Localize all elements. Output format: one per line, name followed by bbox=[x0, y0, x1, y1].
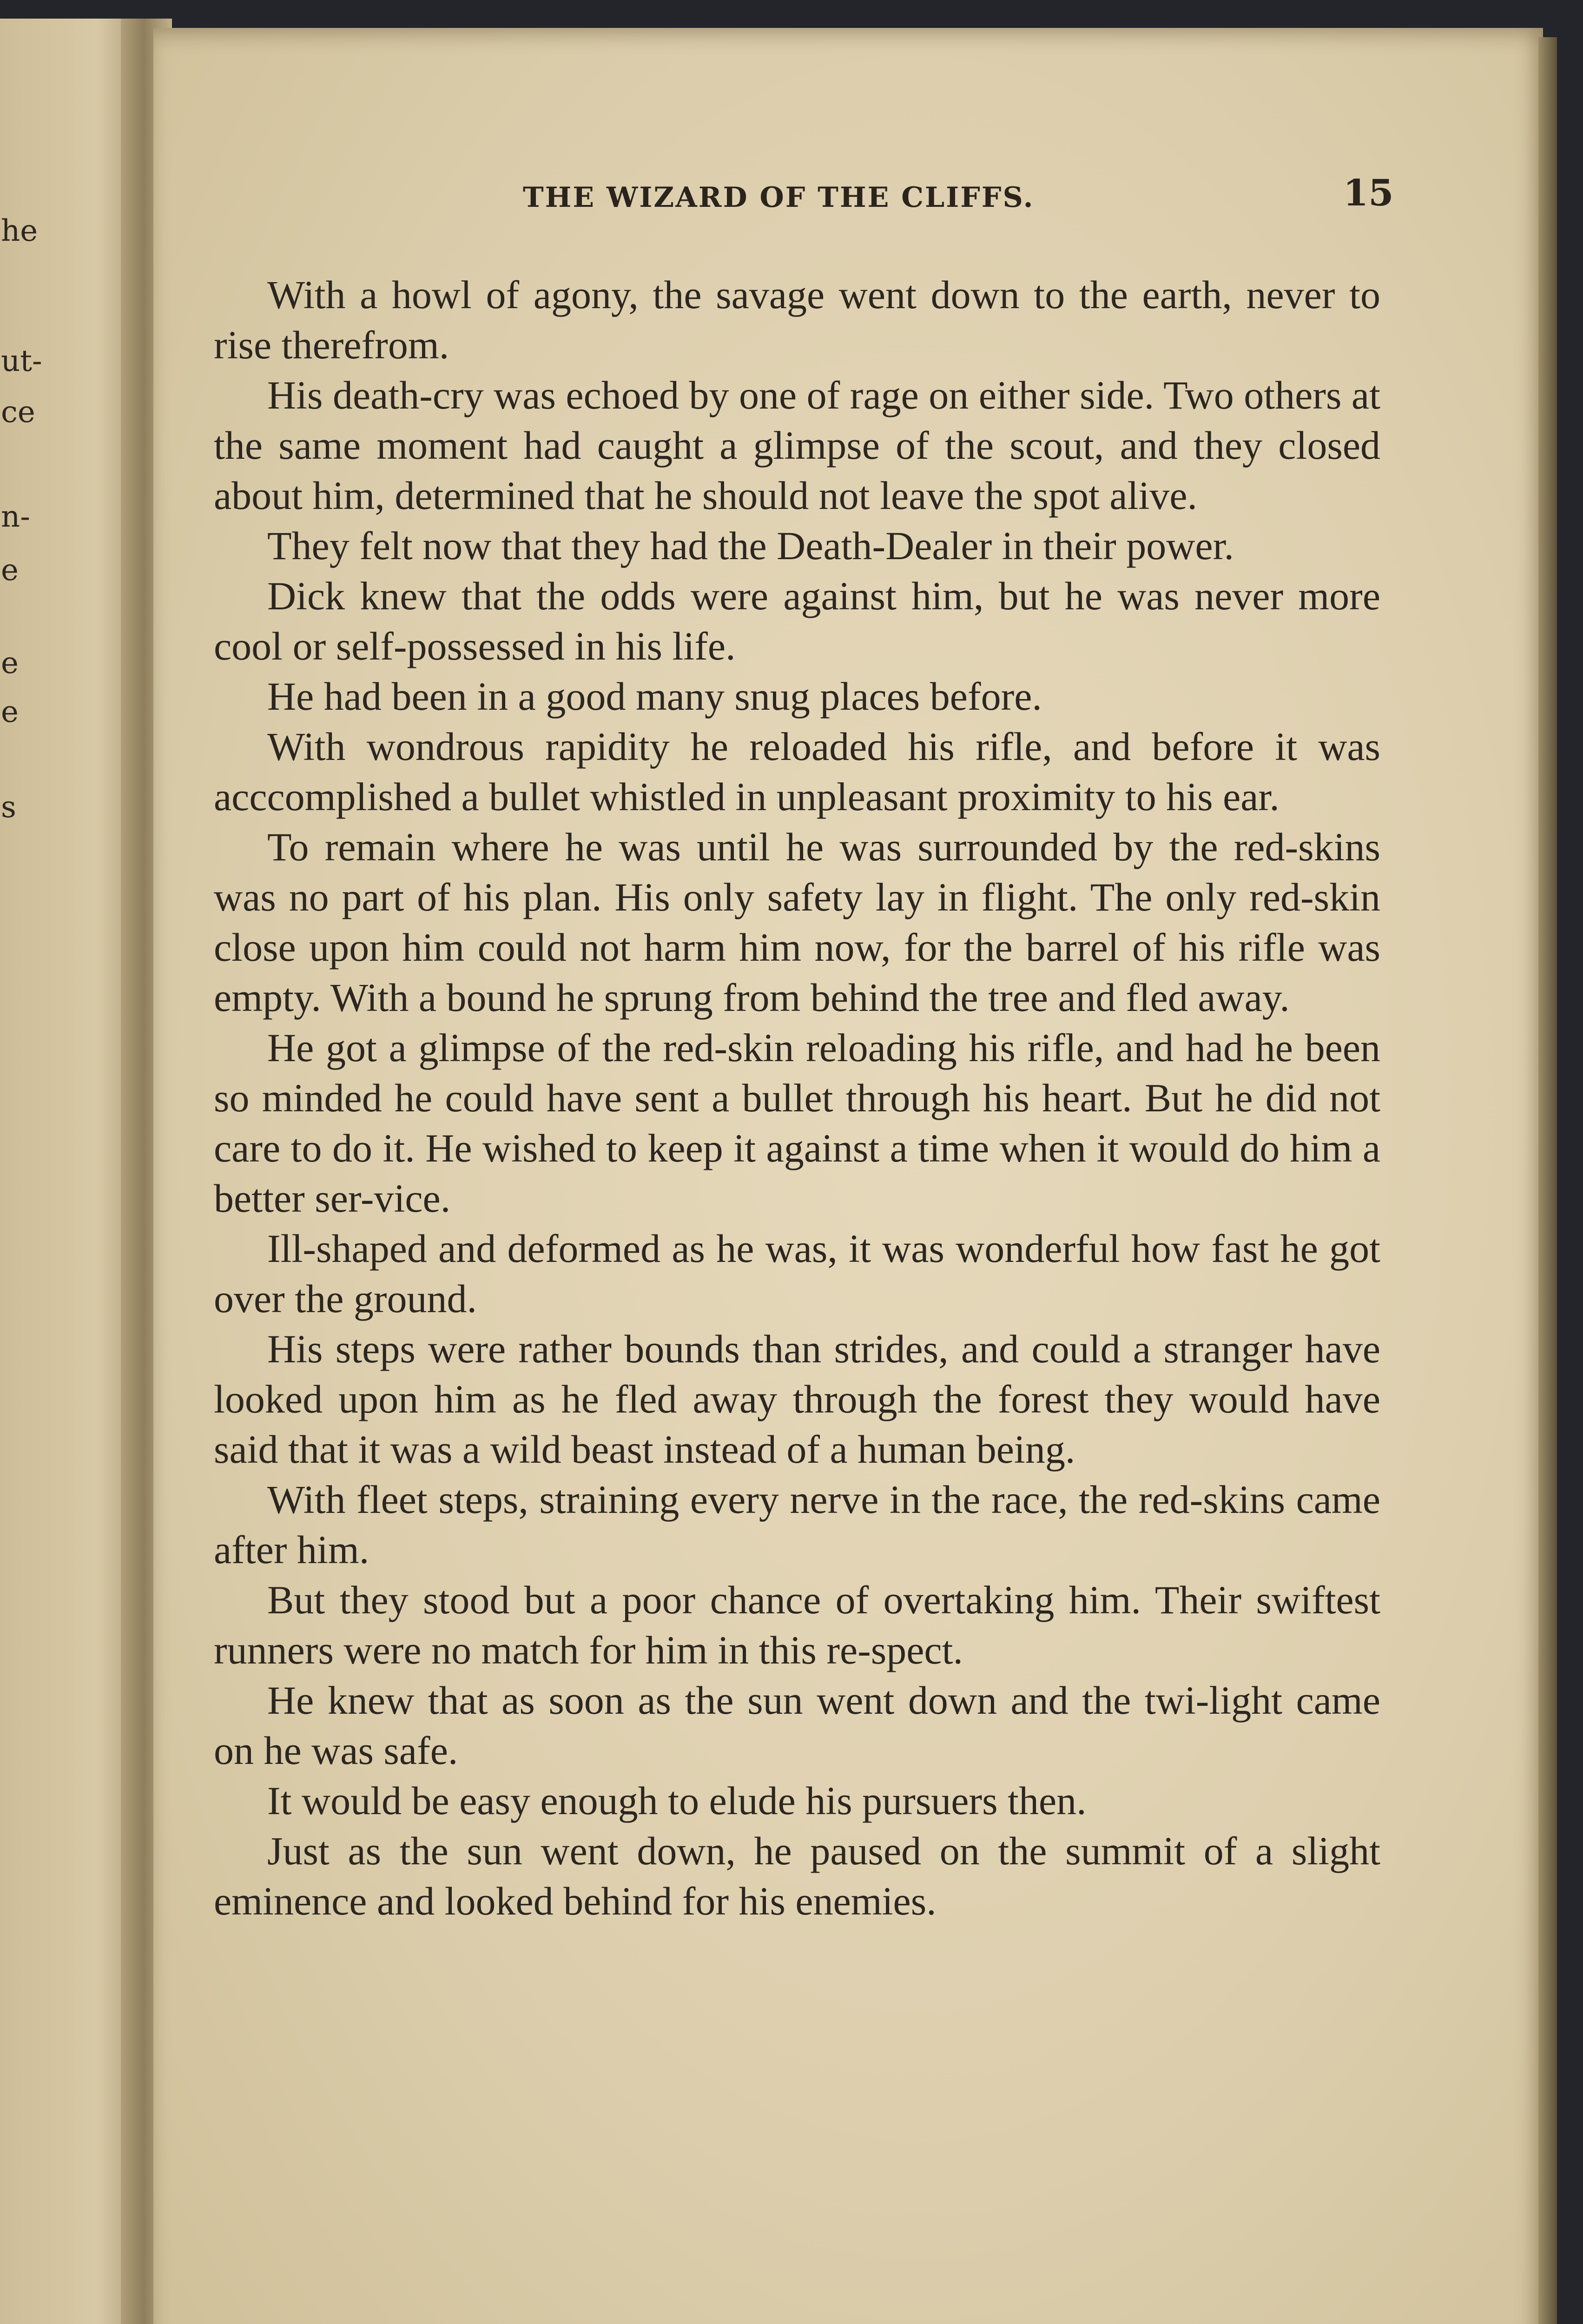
paragraph: He knew that as soon as the sun went down and the twi-light came on he was safe. bbox=[214, 1678, 1380, 1773]
paragraph: With wondrous rapidity he reloaded his rifle, and before it was acccomplished a bullet whistled in unpleasant proximity to his ear. bbox=[214, 724, 1380, 819]
left-page-fragment: e bbox=[1, 553, 19, 588]
left-page-fragment: e bbox=[1, 646, 19, 680]
left-page-fragment: ce bbox=[1, 395, 35, 429]
paragraph: He had been in a good many snug places before. bbox=[267, 674, 1042, 719]
paragraph: With fleet steps, straining every nerve in the race, the red-skins came after him. bbox=[214, 1477, 1380, 1572]
paragraph: With a howl of agony, the savage went down to the earth, never to rise therefrom. bbox=[214, 272, 1380, 367]
left-page-fragment: ut- bbox=[1, 344, 42, 378]
paragraph: They felt now that they had the Death-Dealer in their power. bbox=[267, 523, 1234, 568]
paragraph: He got a glimpse of the red-skin reloading his rifle, and had he been so minded he could have sent a bullet through his heart. But he did not care to do it. He wished to keep it against a time when it would do him a better ser-vice. bbox=[214, 1025, 1380, 1221]
paragraph: Ill-shaped and deformed as he was, it was wonderful how fast he got over the ground. bbox=[214, 1226, 1380, 1321]
left-page-fragment: e bbox=[1, 695, 19, 729]
left-page-fragment: n- bbox=[1, 500, 30, 534]
page-number: 15 bbox=[1343, 172, 1394, 214]
paragraph: Dick knew that the odds were against him, but he was never more cool or self-possessed in his life. bbox=[214, 574, 1380, 668]
paragraph: It would be easy enough to elude his pursuers then. bbox=[267, 1778, 1087, 1823]
paragraph: His steps were rather bounds than strides, and could a stranger have looked upon him as he fled away through the forest they would have said that it was a wild beast instead of a human being. bbox=[214, 1327, 1380, 1472]
left-page-fragment: s bbox=[1, 790, 16, 825]
paragraph: His death-cry was echoed by one of rage on either side. Two others at the same moment had caught a glimpse of the scout, and they closed about him, determined that he should not leave the spot alive. bbox=[214, 373, 1380, 518]
left-page-fragment: he bbox=[1, 214, 38, 248]
paragraph: To remain where he was until he was surrounded by the red-skins was no part of his plan. His only safety lay in flight. The only red-skin close upon him could not harm him now, for the barrel of his rifle was empty. With a bound he sprung from behind the tree and fled away. bbox=[214, 825, 1380, 1020]
page-edge bbox=[1538, 37, 1557, 2324]
running-title: THE WIZARD OF THE CLIFFS. bbox=[523, 181, 1035, 214]
paragraph: Just as the sun went down, he paused on the summit of a slight eminence and looked behind for his enemies. bbox=[214, 1829, 1380, 1923]
body-text bbox=[214, 270, 1380, 1926]
left-facing-page-edge bbox=[0, 19, 139, 2324]
paragraph: But they stood but a poor chance of overtaking him. Their swiftest runners were no match for him in this re-spect. bbox=[214, 1578, 1380, 1672]
